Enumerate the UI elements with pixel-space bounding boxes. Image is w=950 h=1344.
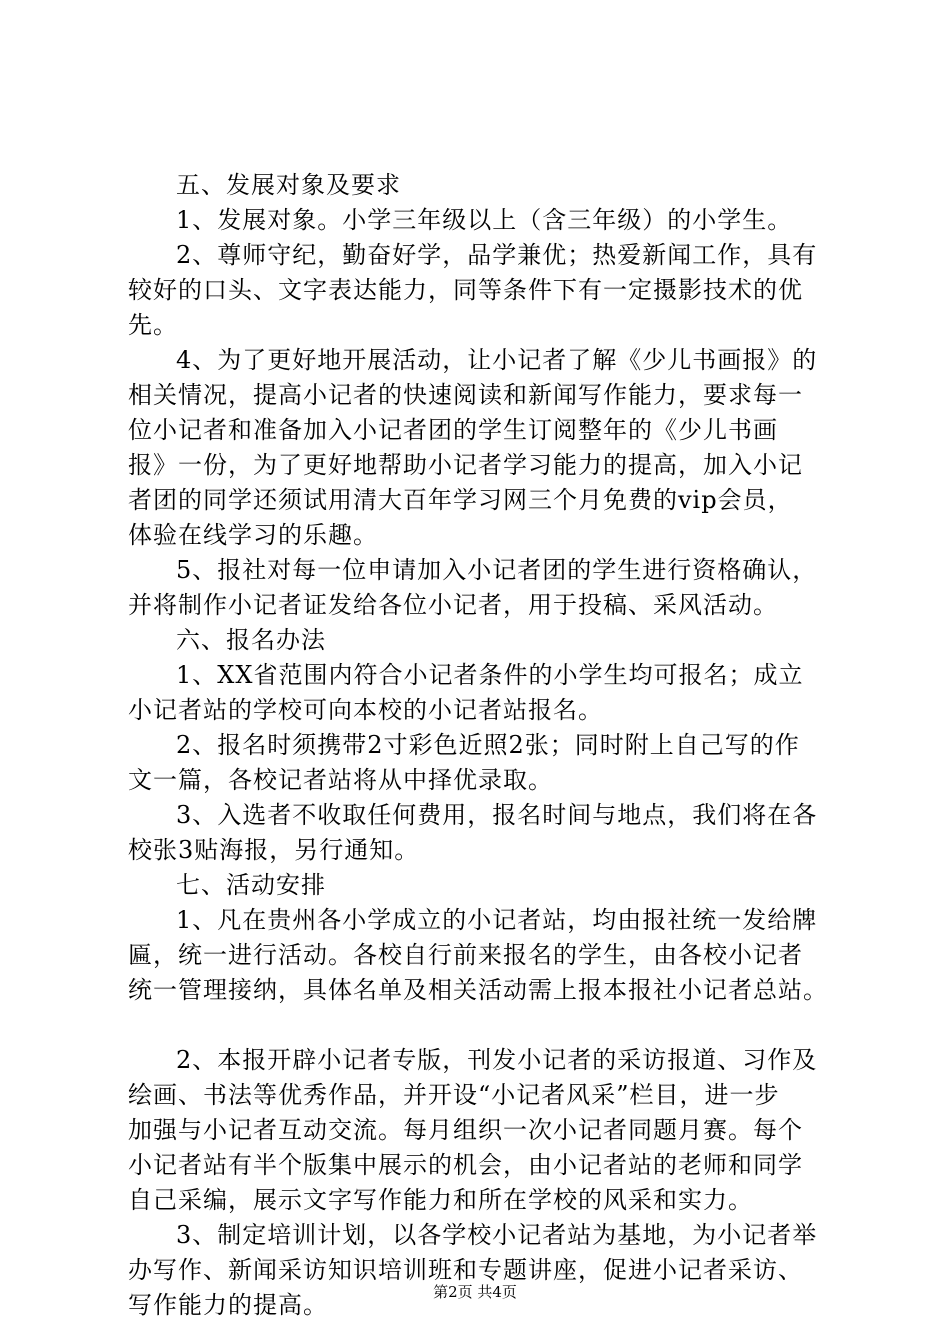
paragraph-line: 1、发展对象。小学三年级以上（含三年级）的小学生。 [176, 206, 793, 234]
paragraph-line: 体验在线学习的乐趣。 [128, 521, 378, 549]
section-heading: 七、活动安排 [176, 871, 326, 899]
paragraph-line: 办写作、新闻采访知识培训班和专题讲座，促进小记者采访、 [128, 1256, 803, 1284]
section-heading: 五、发展对象及要求 [176, 171, 401, 199]
paragraph-line: 校张3贴海报，另行通知。 [128, 836, 420, 864]
paragraph-line: 3、制定培训计划，以各学校小记者站为基地，为小记者举 [176, 1221, 818, 1249]
paragraph-line: 2、尊师守纪，勤奋好学，品学兼优；热爱新闻工作，具有 [176, 241, 818, 269]
paragraph-line: 1、凡在贵州各小学成立的小记者站，均由报社统一发给牌 [176, 906, 818, 934]
paragraph-line: 文一篇，各校记者站将从中择优录取。 [128, 766, 553, 794]
paragraph-line: 匾，统一进行活动。各校自行前来报名的学生，由各校小记者 [128, 941, 803, 969]
paragraph-line: 自己采编，展示文字写作能力和所在学校的风采和实力。 [128, 1186, 753, 1214]
paragraph-line: 3、入选者不收取任何费用，报名时间与地点，我们将在各 [176, 801, 818, 829]
paragraph-line: 相关情况，提高小记者的快速阅读和新闻写作能力，要求每一 [128, 381, 803, 409]
paragraph-line: 2、报名时须携带2寸彩色近照2张；同时附上自己写的作 [176, 731, 800, 759]
paragraph-line: 加强与小记者互动交流。每月组织一次小记者同题月赛。每个 [128, 1116, 803, 1144]
paragraph-line: 4、为了更好地开展活动，让小记者了解《少儿书画报》的 [176, 346, 818, 374]
paragraph-line: 先。 [128, 311, 178, 339]
paragraph-line: 小记者站有半个版集中展示的机会，由小记者站的老师和同学 [128, 1151, 803, 1179]
page-number-footer: 第2页 共4页 [433, 1283, 517, 1301]
paragraph-line: 写作能力的提高。 [128, 1291, 328, 1319]
paragraph-line: 5、报社对每一位申请加入小记者团的学生进行资格确认， [176, 556, 818, 584]
paragraph-line: 报》一份，为了更好地帮助小记者学习能力的提高，加入小记 [128, 451, 803, 479]
paragraph-line: 2、本报开辟小记者专版，刊发小记者的采访报道、习作及 [176, 1046, 818, 1074]
paragraph-line: 绘画、书法等优秀作品，并开设“小记者风采”栏目，进一步 [128, 1081, 780, 1109]
paragraph-line: 者团的同学还须试用清大百年学习网三个月免费的vip会员， [128, 486, 793, 514]
paragraph-line: 较好的口头、文字表达能力，同等条件下有一定摄影技术的优 [128, 276, 803, 304]
paragraph-line: 小记者站的学校可向本校的小记者站报名。 [128, 696, 603, 724]
paragraph-line: 统一管理接纳，具体名单及相关活动需上报本报社小记者总站。 [128, 976, 828, 1004]
paragraph-line: 1、XX省范围内符合小记者条件的小学生均可报名；成立 [176, 661, 804, 689]
section-heading: 六、报名办法 [176, 626, 326, 654]
paragraph-line: 位小记者和准备加入小记者团的学生订阅整年的《少儿书画 [128, 416, 778, 444]
paragraph-line: 并将制作小记者证发给各位小记者，用于投稿、采风活动。 [128, 591, 778, 619]
paragraph-gap [128, 1008, 828, 1043]
document-body [128, 168, 828, 1323]
